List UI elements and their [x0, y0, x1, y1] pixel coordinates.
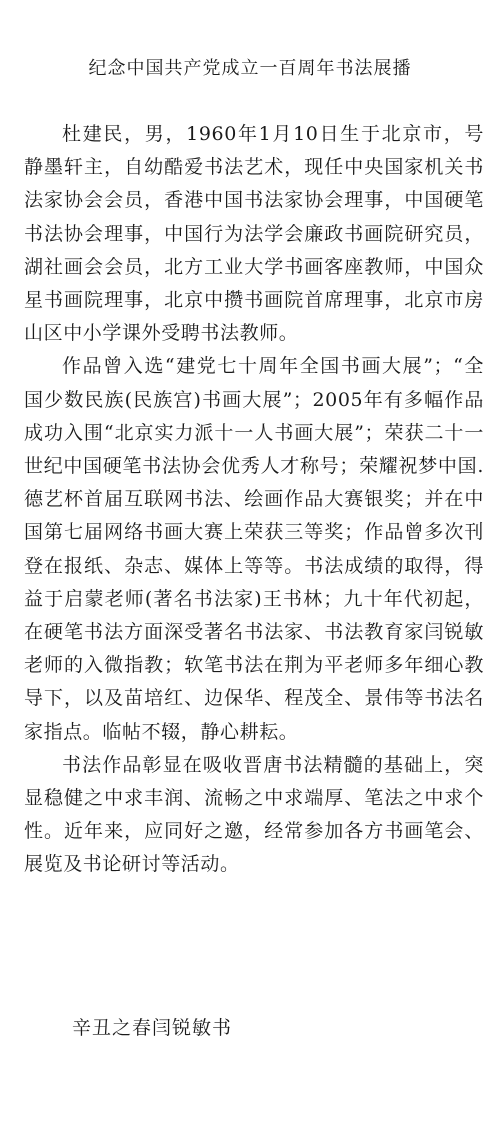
paragraph-style: 书法作品彰显在吸收晋唐书法精髓的基础上，突显稳健之中求丰润、流畅之中求端厚、笔法之中求个性。近年来，应同好之邀，经常参加各方书画笔会、展览及书论研讨等活动。	[24, 753, 484, 876]
document-title: 纪念中国共产党成立一百周年书法展播	[88, 58, 412, 79]
paragraph-achievements: 作品曾入选“建党七十周年全国书画大展”；“全国少数民族(民族宫)书画大展”；2005年有多幅作品成功入围“北京实力派十一人书画大展”；荣获二十一世纪中国硬笔书法协会优秀人才称号；荣耀祝梦中国.德艺杯首届互联网书法、绘画作品大赛银奖；并在中国第七届网络书画大赛上荣获三等奖；作品曾多次刊登在报纸、杂志、媒体上等等。书法成绩的取得，得益于启蒙老师(著名书法家)王书林；九十年代初起，在硬笔书法方面深受著名书法家、书法教育家闫锐敏老师的入微指教；软笔书法在荆为平老师多年细心教导下，以及苗培红、边保华、程茂全、景伟等书法名家指点。临帖不辍，静心耕耘。	[24, 355, 484, 743]
signature-line: 辛丑之春闫锐敏书	[72, 1017, 233, 1039]
paragraph-biography: 杜建民，男，1960年1月10日生于北京市，号静墨轩主，自幼酷爱书法艺术，现任中央国家机关书法家协会会员，香港中国书法家协会理事，中国硬笔书法协会理事，中国行为法学会廉政书画院研究员，湖社画会会员，北方工业大学书画客座教师，中国众星书画院理事，北京中攒书画院首席理事，北京市房山区中小学课外受聘书法教师。	[24, 123, 484, 345]
document-body	[24, 118, 484, 882]
